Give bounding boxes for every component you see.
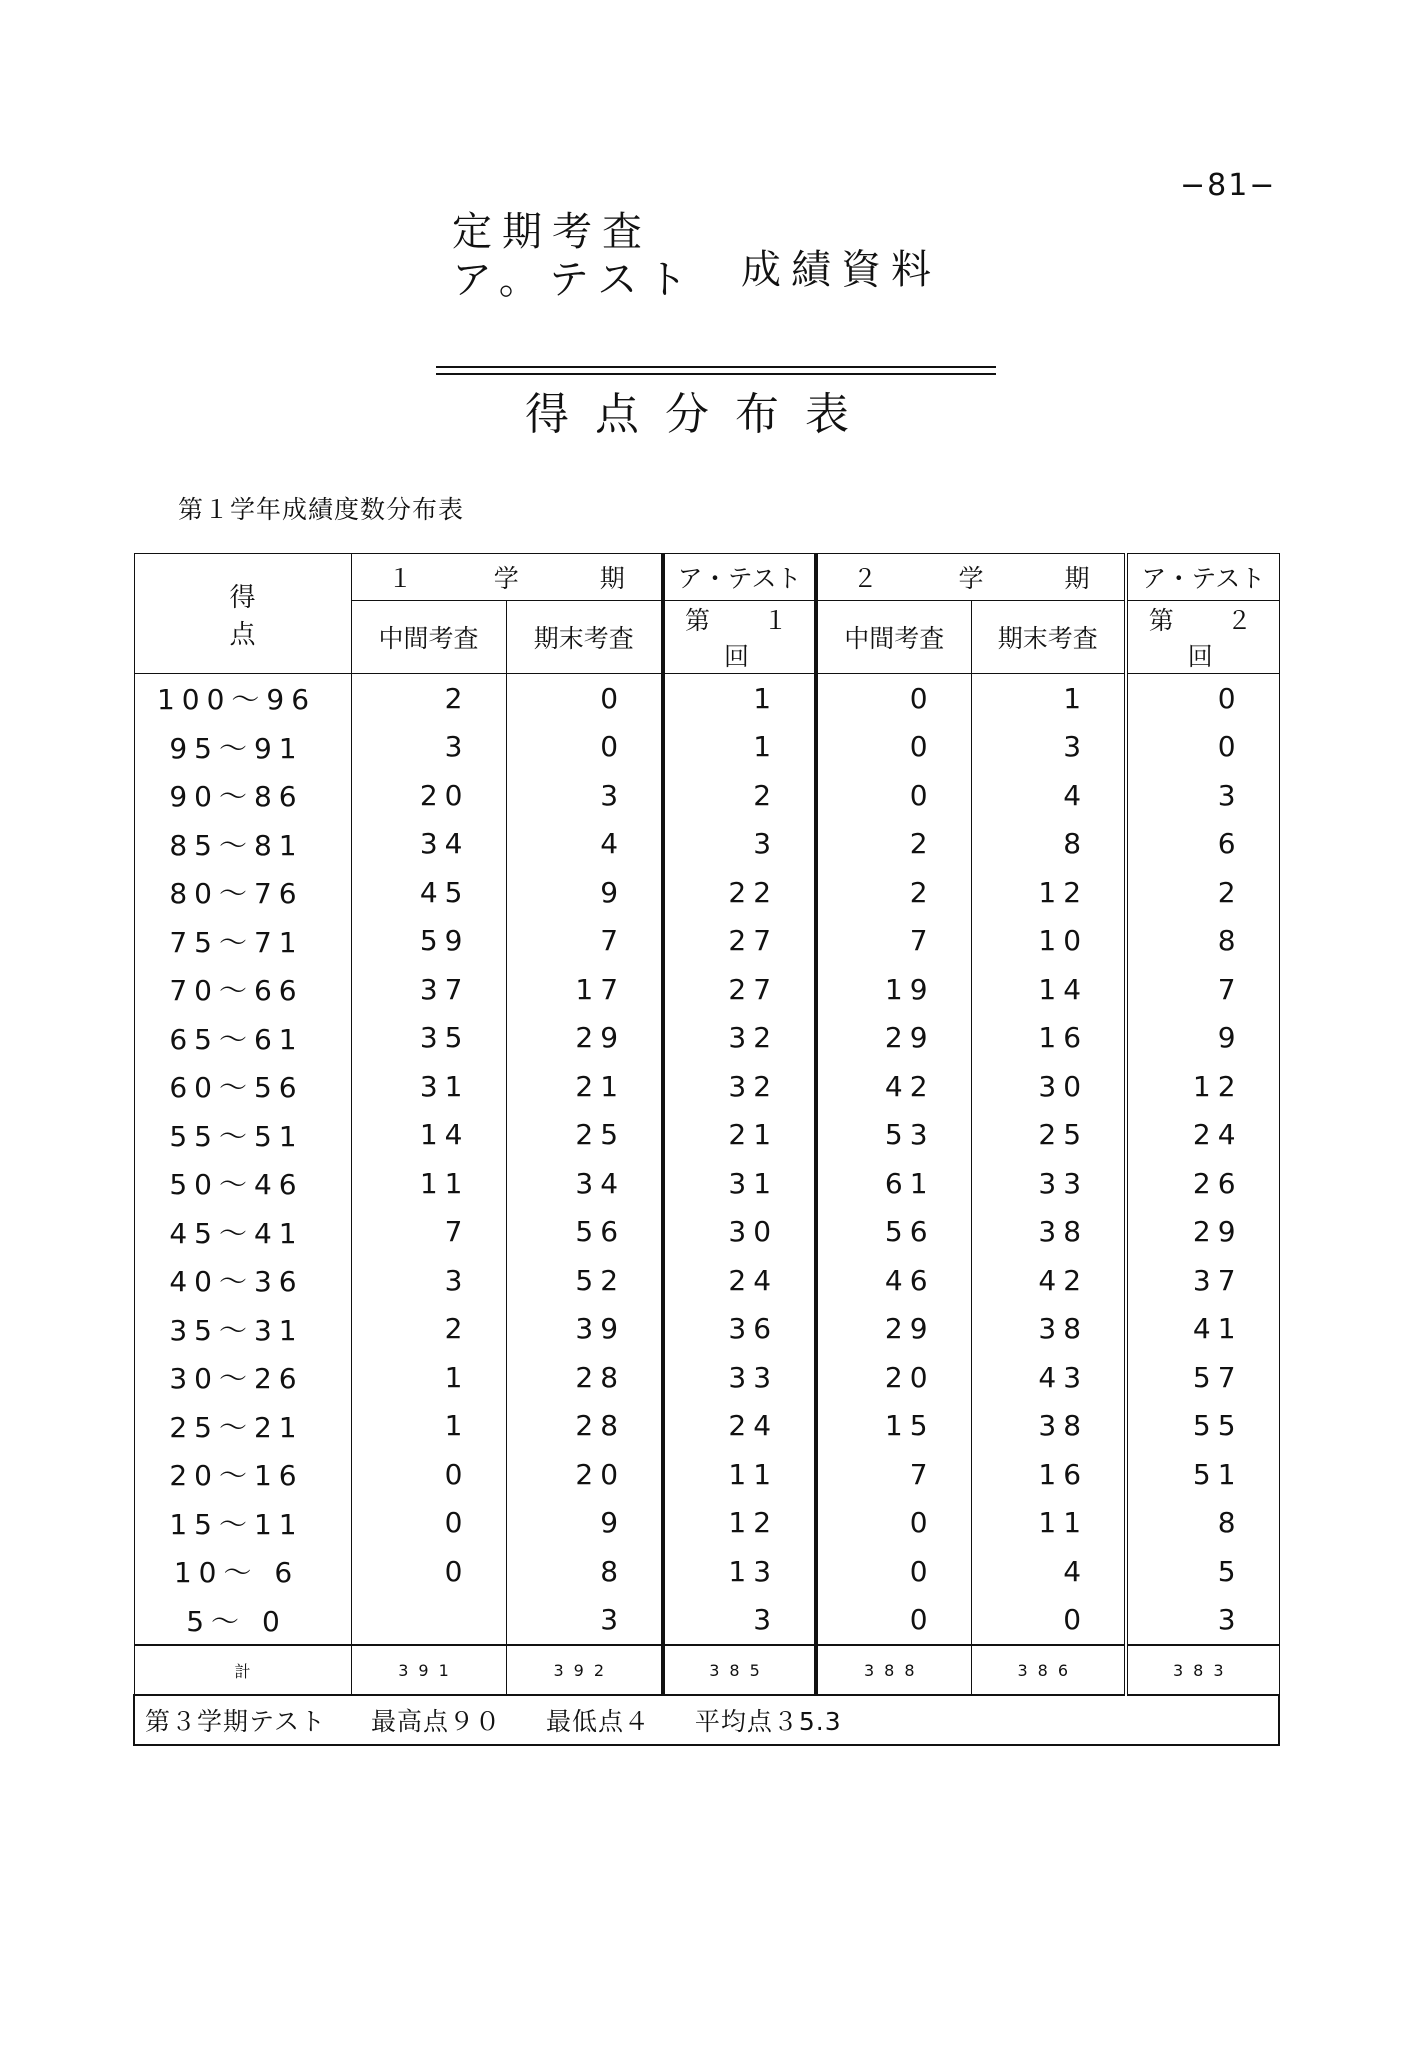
count-cell: 61: [816, 1159, 971, 1208]
count-cell: 19: [816, 965, 971, 1014]
count-cell: 14: [351, 1111, 506, 1160]
score-range: 90〜86: [134, 771, 351, 820]
title-right: 成績資料: [741, 247, 941, 293]
count-cell: 28: [506, 1353, 663, 1402]
count-cell: 38: [971, 1305, 1126, 1354]
count-cell: 7: [351, 1208, 506, 1257]
count-cell: 2: [816, 820, 971, 869]
score-range: 25〜21: [134, 1402, 351, 1451]
table-row: [134, 917, 1279, 966]
table-row: [134, 868, 1279, 917]
count-cell: 0: [1126, 723, 1279, 772]
count-cell: 57: [1126, 1353, 1279, 1402]
score-range: 100〜96: [134, 674, 351, 723]
header-midterm-2: 中間考査: [816, 601, 971, 674]
count-cell: 25: [506, 1111, 663, 1160]
table-row: [134, 723, 1279, 772]
count-cell: 30: [663, 1208, 816, 1257]
score-range: 75〜71: [134, 917, 351, 966]
count-cell: 39: [506, 1305, 663, 1354]
count-cell: 59: [351, 917, 506, 966]
table-row: [134, 1499, 1279, 1548]
score-range: 85〜81: [134, 820, 351, 869]
score-range: 15〜11: [134, 1499, 351, 1548]
table-row: [134, 1111, 1279, 1160]
count-cell: 36: [663, 1305, 816, 1354]
count-cell: 31: [351, 1062, 506, 1111]
count-cell: 20: [506, 1450, 663, 1499]
count-cell: 14: [971, 965, 1126, 1014]
count-cell: 25: [971, 1111, 1126, 1160]
count-cell: 29: [506, 1014, 663, 1063]
score-range: 70〜66: [134, 965, 351, 1014]
count-cell: 21: [663, 1111, 816, 1160]
count-cell: 37: [1126, 1256, 1279, 1305]
count-cell: 3: [506, 1596, 663, 1646]
total-cell: 388: [816, 1645, 971, 1695]
count-cell: 11: [663, 1450, 816, 1499]
count-cell: 45: [351, 868, 506, 917]
total-cell: 392: [506, 1645, 663, 1695]
count-cell: 38: [971, 1402, 1126, 1451]
count-cell: 6: [1126, 820, 1279, 869]
count-cell: 3: [1126, 1596, 1279, 1646]
title-line-1: 定期考査: [452, 209, 652, 255]
count-cell: 26: [1126, 1159, 1279, 1208]
count-cell: 2: [351, 674, 506, 723]
count-cell: 53: [816, 1111, 971, 1160]
count-cell: 11: [971, 1499, 1126, 1548]
count-cell: 7: [1126, 965, 1279, 1014]
count-cell: 7: [506, 917, 663, 966]
count-cell: 24: [663, 1256, 816, 1305]
count-cell: 1: [971, 674, 1126, 723]
score-range: 40〜36: [134, 1256, 351, 1305]
score-range: 20〜16: [134, 1450, 351, 1499]
table-row: [134, 1402, 1279, 1451]
header-term-1: １ 学 期: [351, 554, 663, 601]
count-cell: 3: [971, 723, 1126, 772]
table-row: [134, 1256, 1279, 1305]
score-range: 10〜 6: [134, 1547, 351, 1596]
total-cell: 391: [351, 1645, 506, 1695]
score-range: 60〜56: [134, 1062, 351, 1111]
count-cell: 3: [351, 1256, 506, 1305]
count-cell: 32: [663, 1062, 816, 1111]
count-cell: 34: [351, 820, 506, 869]
score-range: 95〜91: [134, 723, 351, 772]
table-row: [134, 771, 1279, 820]
count-cell: 1: [663, 723, 816, 772]
count-cell: 24: [1126, 1111, 1279, 1160]
score-distribution-table: [133, 553, 1305, 1746]
count-cell: 8: [971, 820, 1126, 869]
count-cell: 27: [663, 917, 816, 966]
header-final-1: 期末考査: [506, 601, 663, 674]
header-row-groups: [134, 554, 1279, 601]
score-range: 45〜41: [134, 1208, 351, 1257]
count-cell: 21: [506, 1062, 663, 1111]
count-cell: 0: [1126, 674, 1279, 723]
count-cell: 9: [506, 868, 663, 917]
count-cell: 28: [506, 1402, 663, 1451]
count-cell: 0: [506, 674, 663, 723]
page-number: −81−: [1180, 168, 1277, 203]
count-cell: 12: [663, 1499, 816, 1548]
count-cell: 29: [1126, 1208, 1279, 1257]
count-cell: 38: [971, 1208, 1126, 1257]
count-cell: 41: [1126, 1305, 1279, 1354]
count-cell: 56: [816, 1208, 971, 1257]
total-label: 計: [134, 1645, 351, 1695]
count-cell: 17: [506, 965, 663, 1014]
count-cell: 42: [971, 1256, 1126, 1305]
count-cell: 8: [506, 1547, 663, 1596]
score-range: 65〜61: [134, 1014, 351, 1063]
count-cell: 0: [816, 674, 971, 723]
footer-test-name: 第３学期テスト: [145, 1707, 327, 1736]
count-cell: 0: [816, 771, 971, 820]
count-cell: 16: [971, 1450, 1126, 1499]
count-cell: 51: [1126, 1450, 1279, 1499]
header-midterm-1: 中間考査: [351, 601, 506, 674]
count-cell: 5: [1126, 1547, 1279, 1596]
table-row: [134, 820, 1279, 869]
section-title: 得点分布表: [525, 389, 875, 440]
count-cell: 3: [1126, 771, 1279, 820]
table-row: [134, 1596, 1279, 1646]
count-cell: 1: [351, 1353, 506, 1402]
count-cell: 30: [971, 1062, 1126, 1111]
count-cell: 24: [663, 1402, 816, 1451]
score-range: 35〜31: [134, 1305, 351, 1354]
header-term-2: ２ 学 期: [816, 554, 1126, 601]
count-cell: 4: [971, 771, 1126, 820]
footer-max: 最高点９０: [370, 1707, 501, 1736]
table-row: [134, 1450, 1279, 1499]
count-cell: 2: [816, 868, 971, 917]
count-cell: 13: [663, 1547, 816, 1596]
score-range: 80〜76: [134, 868, 351, 917]
header-round-2: 第 ２ 回: [1126, 601, 1279, 674]
count-cell: 3: [506, 771, 663, 820]
title-underline: [436, 373, 996, 375]
count-cell: 1: [663, 674, 816, 723]
count-cell: 27: [663, 965, 816, 1014]
title-line-2: ア。テスト: [452, 257, 698, 303]
count-cell: 7: [816, 1450, 971, 1499]
count-cell: 33: [663, 1353, 816, 1402]
total-cell: 385: [663, 1645, 816, 1695]
count-cell: 12: [971, 868, 1126, 917]
count-cell: 8: [1126, 1499, 1279, 1548]
total-cell: 386: [971, 1645, 1126, 1695]
count-cell: 20: [351, 771, 506, 820]
count-cell: 1: [351, 1402, 506, 1451]
count-cell: 8: [1126, 917, 1279, 966]
count-cell: 35: [351, 1014, 506, 1063]
count-cell: 11: [351, 1159, 506, 1208]
table-row: [134, 1014, 1279, 1063]
count-cell: 15: [816, 1402, 971, 1451]
table-row: [134, 1208, 1279, 1257]
count-cell: 0: [816, 723, 971, 772]
count-cell: 34: [506, 1159, 663, 1208]
count-cell: 0: [816, 1547, 971, 1596]
count-cell: 0: [816, 1499, 971, 1548]
count-cell: 3: [351, 723, 506, 772]
count-cell: 22: [663, 868, 816, 917]
footer-avg: 平均点３5.3: [694, 1707, 842, 1736]
count-cell: 12: [1126, 1062, 1279, 1111]
count-cell: 56: [506, 1208, 663, 1257]
footer-min: 最低点４: [545, 1707, 650, 1736]
count-cell: 0: [351, 1499, 506, 1548]
count-cell: 3: [663, 820, 816, 869]
table-row: [134, 1062, 1279, 1111]
count-cell: 16: [971, 1014, 1126, 1063]
count-cell: 37: [351, 965, 506, 1014]
header-round-1: 第 １ 回: [663, 601, 816, 674]
footer-row: [134, 1695, 1279, 1745]
header-final-2: 期末考査: [971, 601, 1126, 674]
count-cell: 43: [971, 1353, 1126, 1402]
total-row: [134, 1645, 1279, 1695]
count-cell: 42: [816, 1062, 971, 1111]
count-cell: 3: [663, 1596, 816, 1646]
header-range: 得 点: [134, 554, 351, 674]
header-atest-1: ア・テスト: [663, 554, 816, 601]
title-underline: [436, 366, 996, 368]
count-cell: 55: [1126, 1402, 1279, 1451]
title-left: [452, 208, 697, 304]
count-cell: 9: [1126, 1014, 1279, 1063]
count-cell: 0: [506, 723, 663, 772]
table-row: [134, 1305, 1279, 1354]
count-cell: 20: [816, 1353, 971, 1402]
count-cell: 10: [971, 917, 1126, 966]
count-cell: 4: [971, 1547, 1126, 1596]
table-row: [134, 965, 1279, 1014]
document-title: [436, 208, 996, 318]
count-cell: 32: [663, 1014, 816, 1063]
count-cell: 2: [351, 1305, 506, 1354]
count-cell: [351, 1596, 506, 1646]
count-cell: 0: [971, 1596, 1126, 1646]
table-caption: 第１学年成績度数分布表: [178, 495, 465, 524]
count-cell: 4: [506, 820, 663, 869]
score-range: 55〜51: [134, 1111, 351, 1160]
footer-summary: [134, 1695, 1279, 1745]
total-cell: 383: [1126, 1645, 1279, 1695]
count-cell: 2: [1126, 868, 1279, 917]
count-cell: 33: [971, 1159, 1126, 1208]
table-row: [134, 1159, 1279, 1208]
count-cell: 2: [663, 771, 816, 820]
count-cell: 52: [506, 1256, 663, 1305]
count-cell: 0: [351, 1547, 506, 1596]
table-row: [134, 674, 1279, 723]
count-cell: 9: [506, 1499, 663, 1548]
score-range: 50〜46: [134, 1159, 351, 1208]
table-row: [134, 1353, 1279, 1402]
count-cell: 7: [816, 917, 971, 966]
count-cell: 0: [351, 1450, 506, 1499]
count-cell: 29: [816, 1014, 971, 1063]
count-cell: 29: [816, 1305, 971, 1354]
table-row: [134, 1547, 1279, 1596]
count-cell: 31: [663, 1159, 816, 1208]
score-range: 5〜 0: [134, 1596, 351, 1646]
header-atest-2: ア・テスト: [1126, 554, 1279, 601]
score-range: 30〜26: [134, 1353, 351, 1402]
count-cell: 46: [816, 1256, 971, 1305]
count-cell: 0: [816, 1596, 971, 1646]
table-body: [134, 674, 1279, 1646]
